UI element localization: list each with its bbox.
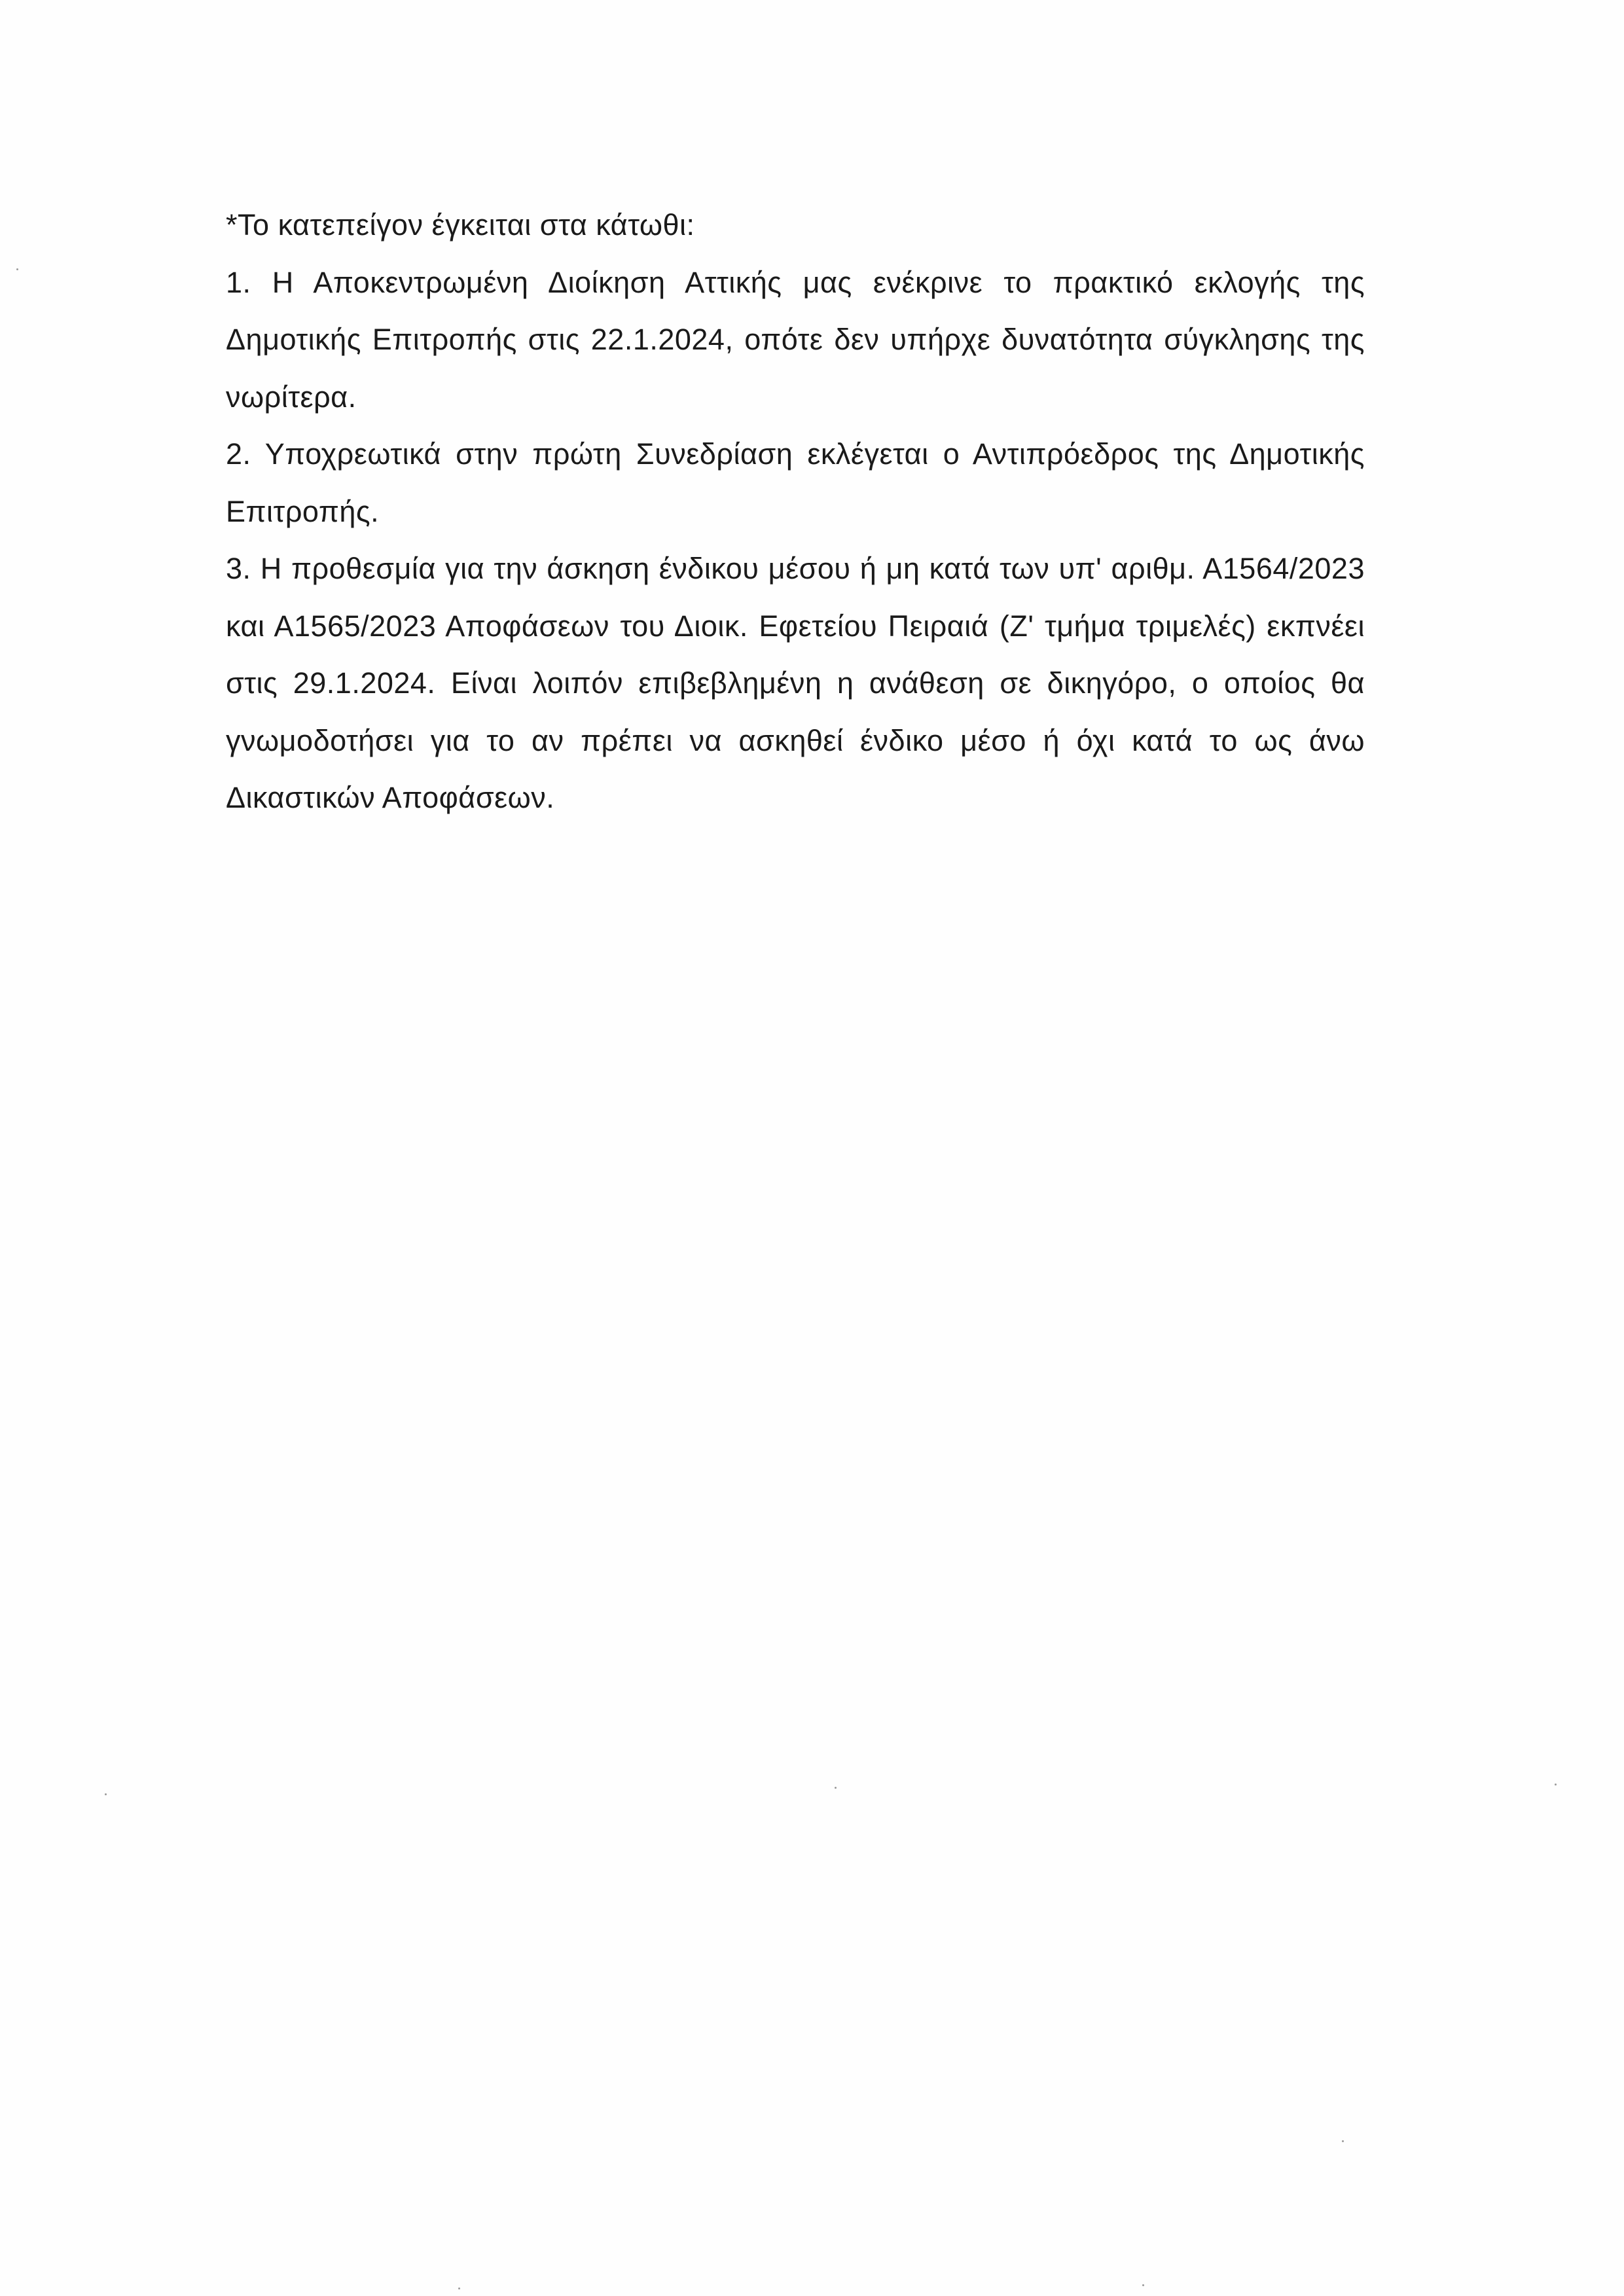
scan-speck [1555, 1784, 1557, 1785]
scan-speck [835, 1787, 837, 1789]
urgency-intro: *Το κατεπείγον έγκειται στα κάτωθι: [226, 208, 695, 242]
scan-speck [105, 1793, 107, 1795]
list-item: 1. Η Αποκεντρωμένη Διοίκηση Αττικής μας ενέκρινε το πρακτικό εκλογής της Δημοτικής Επιτροπής στις 22.1.2024, οπότε δεν υπήρχε δυνατότητα σύγκλησης της νωρίτερα. [226, 265, 1365, 414]
scan-speck [16, 268, 18, 270]
list-item: 3. Η προθεσμία για την άσκηση ένδικου μέσου ή μη κατά των υπ' αριθμ. Α1564/2023 και Α1565/2023 Αποφάσεων του Διοικ. Εφετείου Πειραιά (Ζ' τμήμα τριμελές) εκπνέει στις 29.1.2024. Είναι λοιπόν επιβεβλημένη η ανάθεση σε δικηγόρο, ο οποίος θα γνωμοδοτήσει για το αν πρέπει να ασκηθεί ένδικο μέσο ή όχι κατά το ως άνω Δικαστικών Αποφάσεων. [226, 552, 1365, 814]
scan-speck [458, 2287, 460, 2289]
list-item: 2. Υποχρεωτικά στην πρώτη Συνεδρίαση εκλέγεται ο Αντιπρόεδρος της Δημοτικής Επιτροπής. [226, 437, 1365, 528]
scan-speck [1342, 2140, 1344, 2142]
scan-speck [1142, 2284, 1144, 2286]
document-body [226, 196, 1365, 827]
